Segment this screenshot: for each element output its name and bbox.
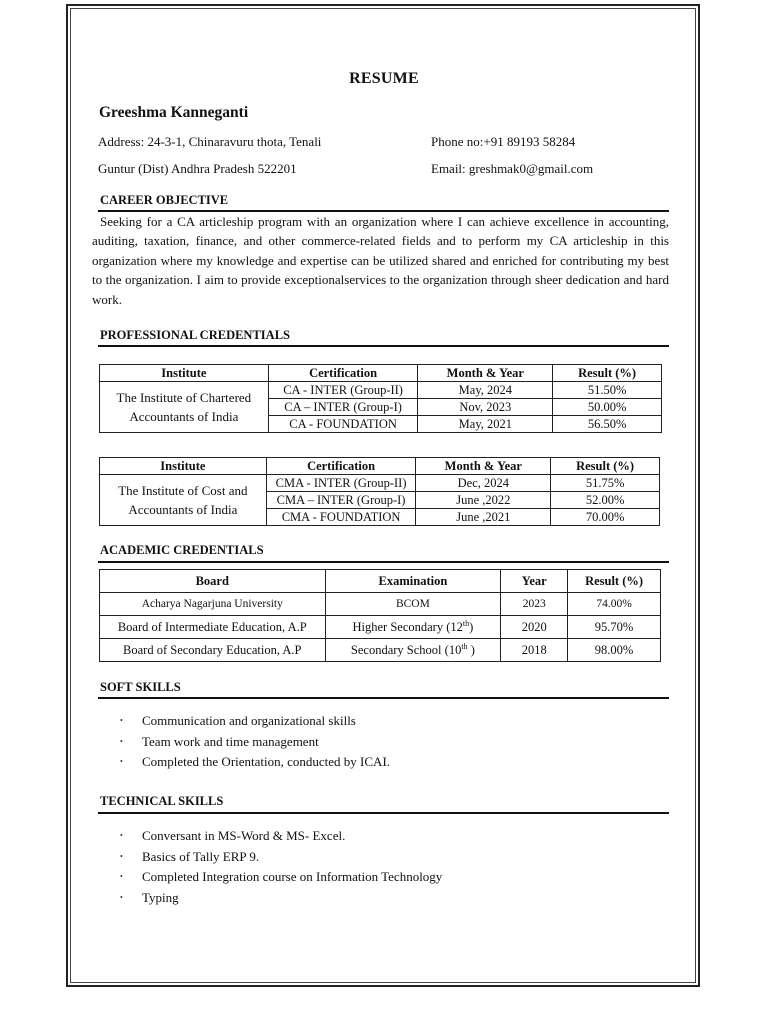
year-cell: 2023: [501, 593, 568, 616]
document-title: RESUME: [349, 70, 419, 87]
certification-cell: CMA - INTER (Group-II): [266, 475, 416, 492]
year-cell: 2020: [501, 616, 568, 639]
header-result: Result (%): [551, 458, 660, 475]
career-objective-heading: CAREER OBJECTIVE: [100, 193, 229, 207]
certification-cell: CA – INTER (Group-I): [268, 399, 418, 416]
result-cell: 74.00%: [568, 593, 661, 616]
technical-skills-list: [120, 826, 442, 909]
board-cell: Board of Intermediate Education, A.P: [100, 616, 326, 639]
result-cell: 51.50%: [553, 382, 662, 399]
date-cell: June ,2022: [416, 492, 551, 509]
header-institute: Institute: [100, 365, 269, 382]
result-cell: 70.00%: [551, 509, 660, 526]
academic-credentials-heading: ACADEMIC CREDENTIALS: [100, 543, 264, 557]
list-item: • Conversant in MS-Word & MS- Excel.: [120, 826, 442, 847]
soft-skills-list: [120, 711, 390, 773]
email-address: Email: greshmak0@gmail.com: [431, 161, 594, 176]
examination-close: ): [467, 643, 475, 657]
examination-text: Secondary School (10: [350, 643, 462, 657]
professional-credentials-heading: PROFESSIONAL CREDENTIALS: [100, 328, 290, 342]
list-item: • Completed Integration course on Information Technology: [120, 867, 442, 888]
section-divider: [98, 345, 669, 347]
table-row: [100, 382, 662, 399]
result-cell: 52.00%: [551, 492, 660, 509]
date-cell: Nov, 2023: [418, 399, 553, 416]
date-cell: Dec, 2024: [416, 475, 551, 492]
result-cell: 98.00%: [568, 639, 661, 662]
result-cell: 56.50%: [553, 416, 662, 433]
date-cell: May, 2024: [418, 382, 553, 399]
date-cell: May, 2021: [418, 416, 553, 433]
header-month-year: Month & Year: [418, 365, 553, 382]
cma-credentials-table: [99, 457, 660, 526]
institute-name: Accountants of India: [128, 502, 238, 517]
certification-cell: CMA – INTER (Group-I): [266, 492, 416, 509]
examination-text: BCOM: [395, 598, 430, 610]
ordinal-suffix: th: [461, 642, 468, 651]
examination-cell: [325, 639, 501, 662]
table-row: [100, 639, 661, 662]
header-institute: Institute: [100, 458, 267, 475]
institute-cell: [100, 475, 267, 526]
address-line-1: Address: 24-3-1, Chinaravuru thota, Tenali: [98, 134, 322, 149]
section-divider: [98, 697, 669, 699]
board-cell: Board of Secondary Education, A.P: [100, 639, 326, 662]
certification-cell: CMA - FOUNDATION: [266, 509, 416, 526]
section-divider: [98, 561, 669, 563]
board-cell: Acharya Nagarjuna University: [100, 593, 326, 616]
list-item: • Communication and organizational skills: [120, 711, 390, 732]
phone-number: Phone no:+91 89193 58284: [431, 134, 576, 149]
table-row: [100, 475, 660, 492]
list-item: • Basics of Tally ERP 9.: [120, 847, 442, 868]
result-cell: 95.70%: [568, 616, 661, 639]
examination-cell: [325, 616, 501, 639]
header-board: Board: [100, 570, 326, 593]
header-year: Year: [501, 570, 568, 593]
address-line-2: Guntur (Dist) Andhra Pradesh 522201: [98, 161, 297, 176]
result-cell: 51.75%: [551, 475, 660, 492]
header-result: Result (%): [568, 570, 661, 593]
institute-name: The Institute of Chartered: [116, 390, 252, 405]
ordinal-suffix: th: [462, 619, 470, 628]
table-row: [100, 593, 661, 616]
table-header-row: [100, 365, 662, 382]
table-header-row: [100, 458, 660, 475]
institute-name: The Institute of Cost and: [118, 483, 248, 498]
list-item: • Team work and time management: [120, 732, 390, 753]
examination-close: ): [469, 620, 474, 634]
certification-cell: CA - INTER (Group-II): [268, 382, 418, 399]
institute-cell: [100, 382, 269, 433]
header-certification: Certification: [266, 458, 416, 475]
examination-text: Higher Secondary (12: [352, 620, 463, 634]
applicant-name: Greeshma Kanneganti: [99, 104, 249, 121]
technical-skills-heading: TECHNICAL SKILLS: [100, 794, 224, 808]
list-item: • Typing: [120, 888, 442, 909]
header-certification: Certification: [268, 365, 418, 382]
ca-credentials-table: [99, 364, 662, 433]
header-examination: Examination: [325, 570, 501, 593]
list-item: • Completed the Orientation, conducted by ICAI.: [120, 752, 390, 773]
year-cell: 2018: [501, 639, 568, 662]
academic-table: [99, 569, 661, 662]
section-divider: [98, 812, 669, 814]
certification-cell: CA - FOUNDATION: [268, 416, 418, 433]
table-header-row: [100, 570, 661, 593]
institute-name: Accountants of India: [129, 409, 239, 424]
result-cell: 50.00%: [553, 399, 662, 416]
soft-skills-heading: SOFT SKILLS: [100, 680, 181, 694]
examination-cell: [325, 593, 501, 616]
table-row: [100, 616, 661, 639]
date-cell: June ,2021: [416, 509, 551, 526]
header-result: Result (%): [553, 365, 662, 382]
career-objective-text: Seeking for a CA articleship program with an organization where I can achieve excellence in accounting, auditing, taxation, finance, and other commerce-related fields and to perform my CA articleship in this organization where my knowledge and expertise can be utilized shared and enriched for contributing my best to the organization. I aim to provide exceptionalservices to the organization through sheer dedication and hard work.: [92, 214, 669, 307]
header-month-year: Month & Year: [416, 458, 551, 475]
